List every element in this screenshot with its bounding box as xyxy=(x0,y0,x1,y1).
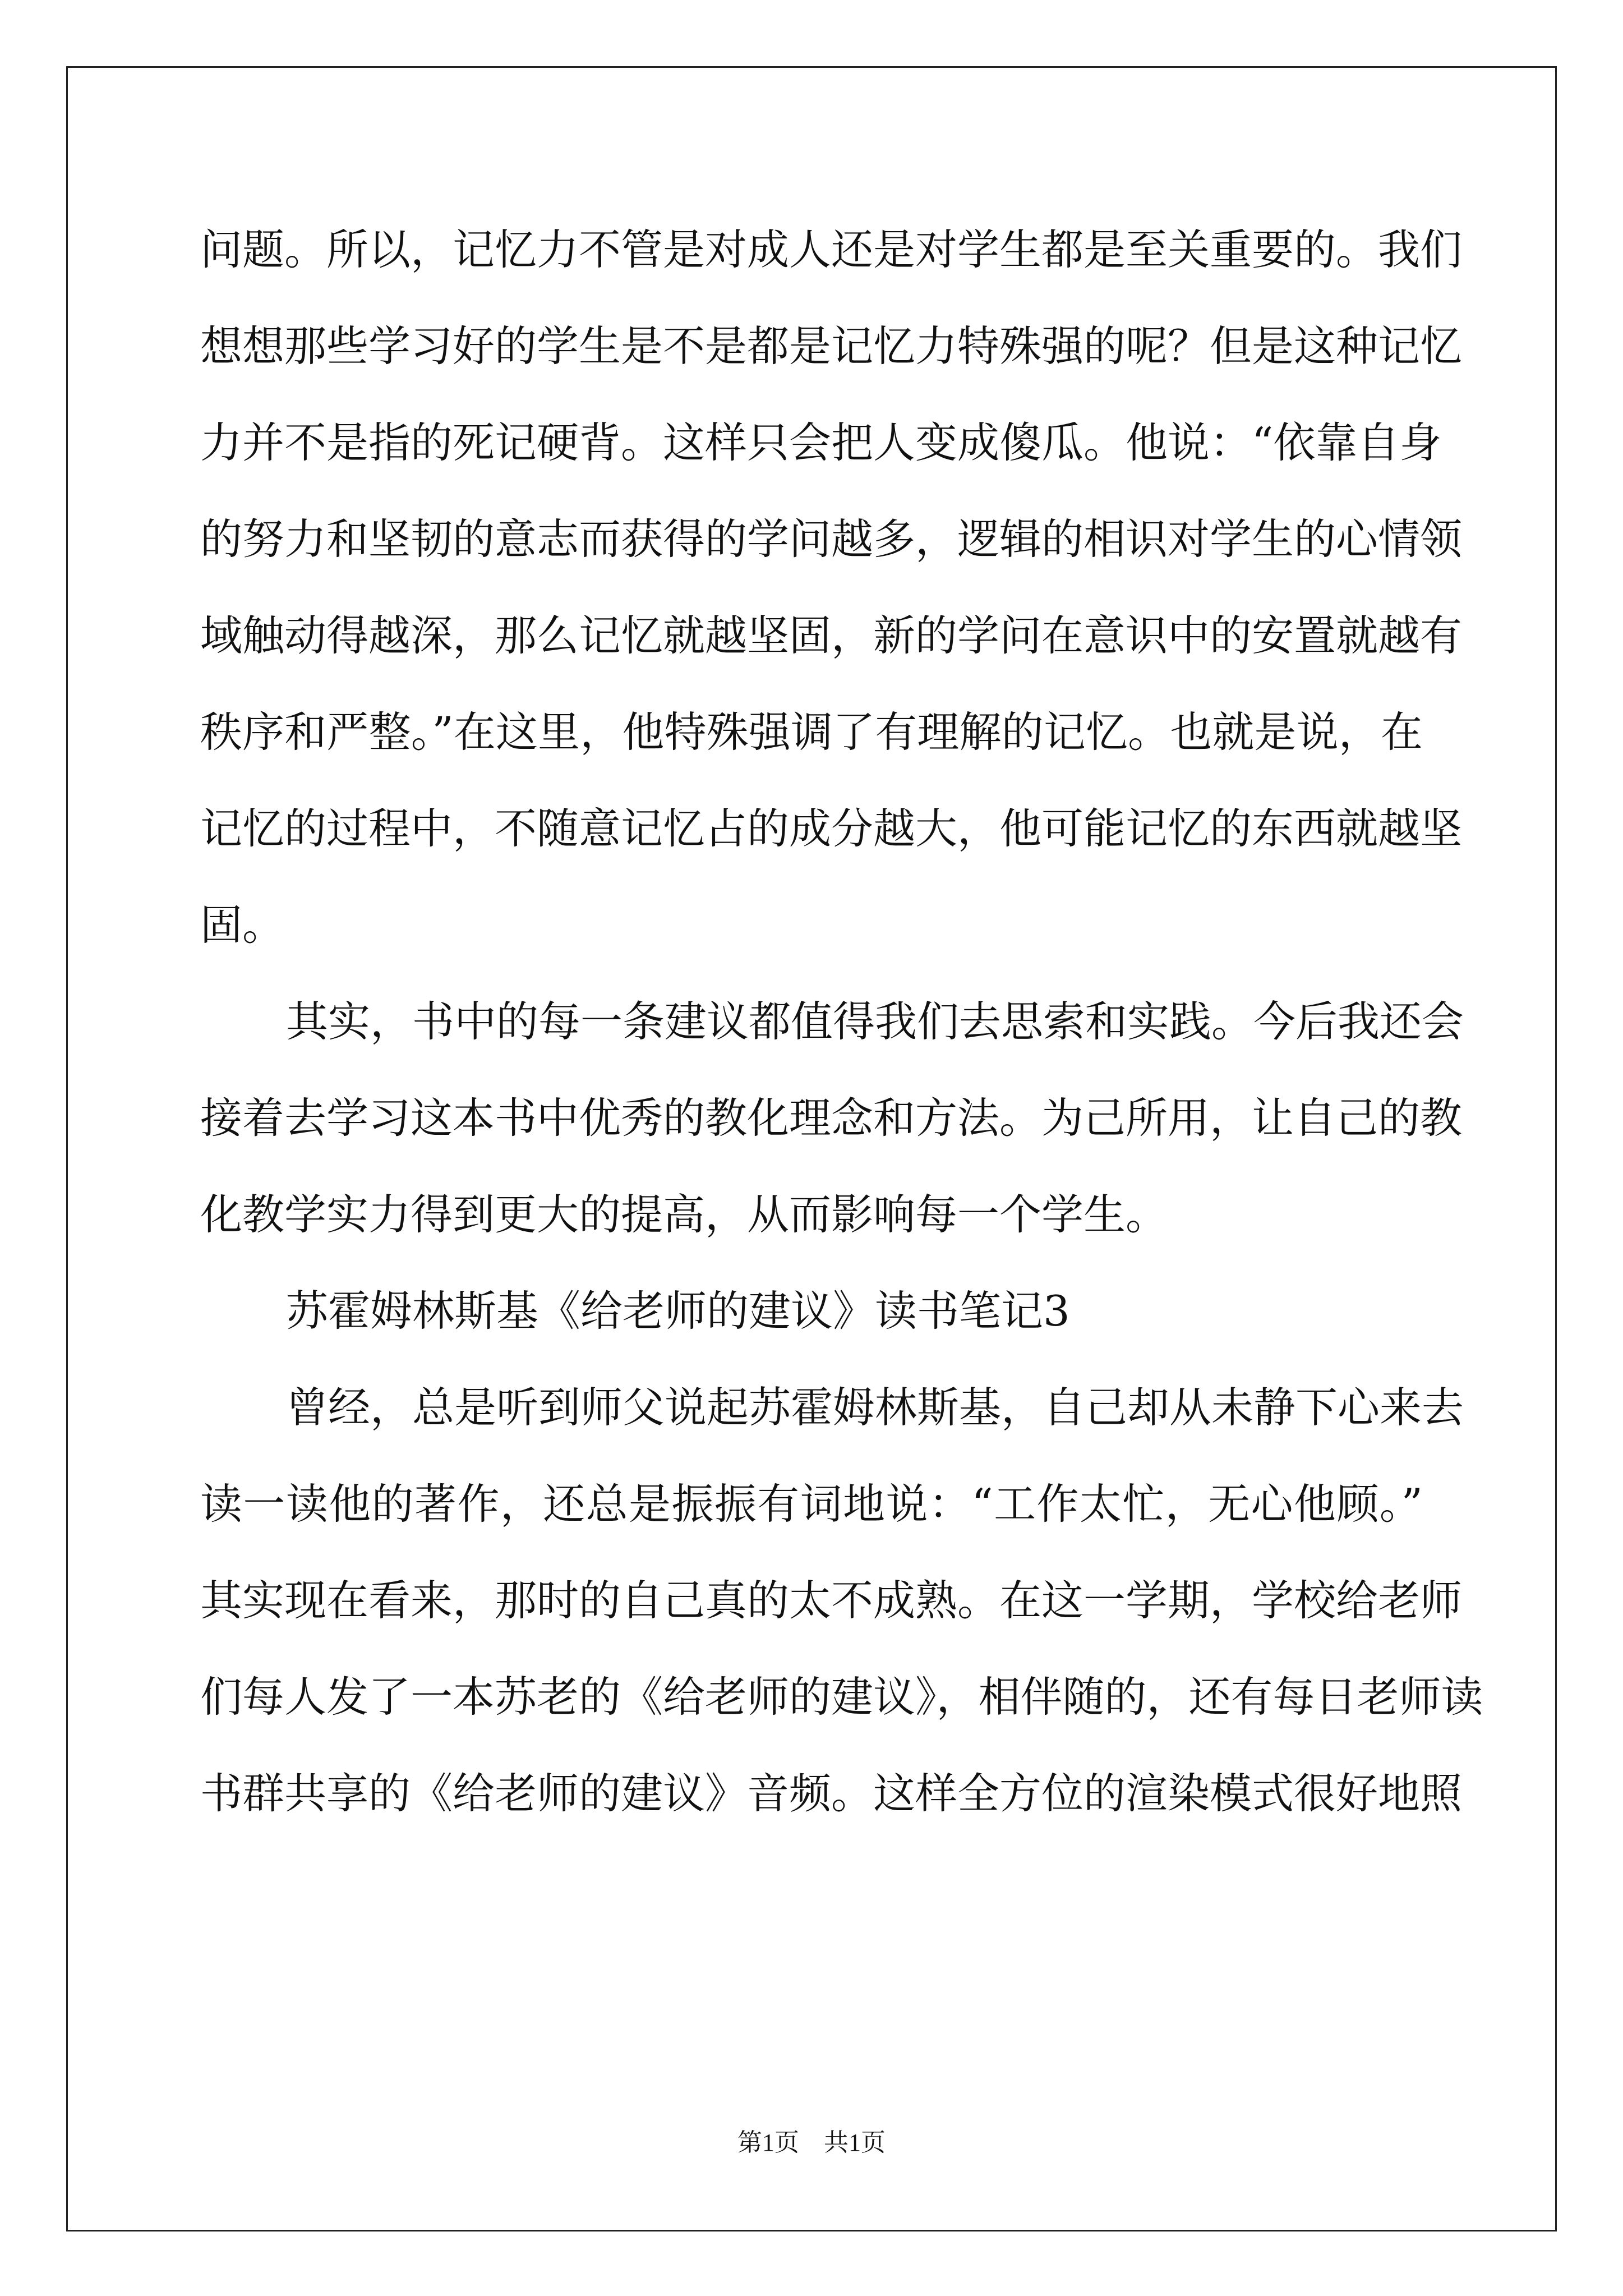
page-footer: 第1页 共1页 xyxy=(737,2129,886,2156)
text-line: 秩序和严整。”在这里，他特殊强调了有理解的记忆。也就是说，在 xyxy=(200,707,1423,757)
text-line: 问题。所以，记忆力不管是对成人还是对学生都是至关重要的。我们 xyxy=(200,225,1463,274)
text-line: 接着去学习这本书中优秀的教化理念和方法。为己所用，让自己的教 xyxy=(200,1093,1463,1143)
text-line: 们每人发了一本苏老的《给老师的建议》，相伴随的，还有每日老师读 xyxy=(200,1672,1483,1722)
page-border xyxy=(66,66,1557,2231)
text-line: 书群共享的《给老师的建议》音频。这样全方位的渲染模式很好地照 xyxy=(200,1769,1463,1818)
text-line: 化教学实力得到更大的提高，从而影响每一个学生。 xyxy=(200,1190,1168,1239)
section-heading: 苏霍姆林斯基《给老师的建议》读书笔记3 xyxy=(286,1286,1070,1336)
text-line: 固。 xyxy=(200,900,285,950)
text-line: 的努力和坚韧的意志而获得的学问越多，逻辑的相识对学生的心情领 xyxy=(200,514,1463,564)
paragraph-start-line: 曾经，总是听到师父说起苏霍姆林斯基，自己却从未静下心来去 xyxy=(286,1383,1464,1432)
text-line: 想想那些学习好的学生是不是都是记忆力特殊强的呢？但是这种记忆 xyxy=(200,321,1463,371)
text-line: 其实现在看来，那时的自己真的太不成熟。在这一学期，学校给老师 xyxy=(200,1576,1463,1625)
text-line: 记忆的过程中，不随意记忆占的成分越大，他可能记忆的东西就越坚 xyxy=(200,804,1463,853)
text-line: 力并不是指的死记硬背。这样只会把人变成傻瓜。他说：“依靠自身 xyxy=(200,418,1442,467)
paragraph-start-line: 其实，书中的每一条建议都值得我们去思索和实践。今后我还会 xyxy=(286,997,1464,1046)
text-line: 域触动得越深，那么记忆就越坚固，新的学问在意识中的安置就越有 xyxy=(200,611,1463,660)
text-line: 读一读他的著作，还总是振振有词地说：“工作太忙，无心他顾。” xyxy=(200,1479,1423,1529)
